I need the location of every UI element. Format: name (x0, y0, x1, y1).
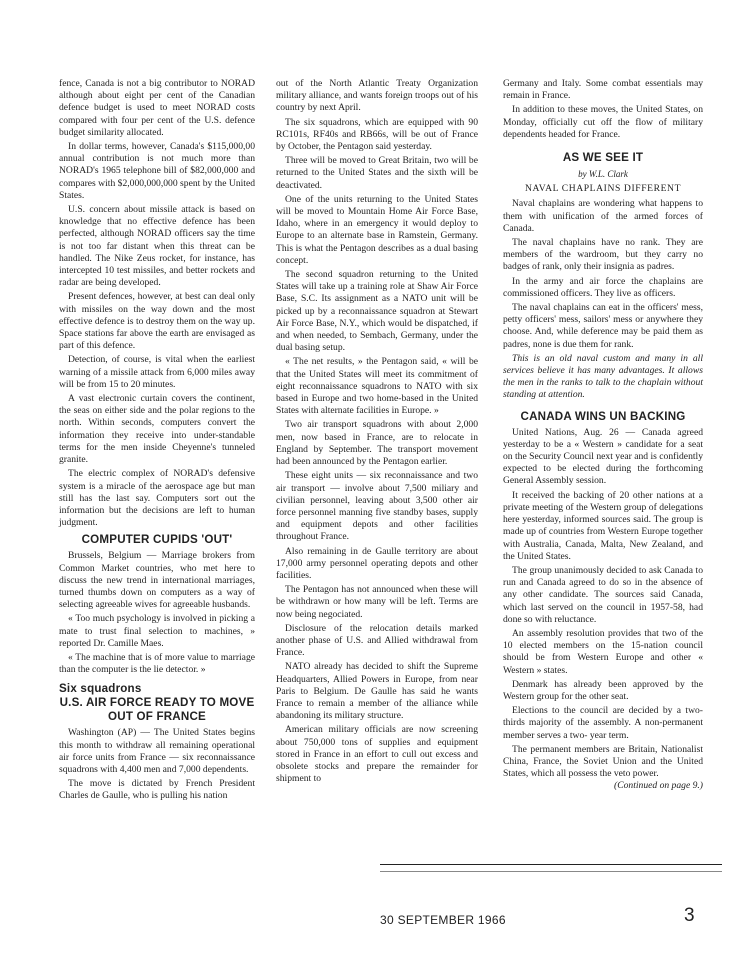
paragraph: Detection, of course, is vital when the earliest warning of a missile attack from 6,000 miles away will be from 15 to 20 minutes. (59, 354, 255, 390)
paragraph: A vast electronic curtain covers the continent, the seas on either side and the polar regions to the north. Within seconds, computers convert the information they receive into under-standable terms for the men inside Cheyenne's tunneled granite. (59, 393, 255, 466)
paragraph: Naval chaplains are wondering what happens to them with unification of the armed forces of Canada. (503, 198, 703, 234)
paragraph: U.S. concern about missile attack is based on knowledge that no effective defence has been perfected, although NORAD officers say the time is not too far distant when this threat can be handled. The Nike Zeus rocket, for instance, has intercepted 10 test missiles, and better rockets and radar are being developed. (59, 204, 255, 289)
paragraph: In the army and air force the chaplains are commissioned officers. They live as officers. (503, 275, 703, 299)
paragraph-text: The permanent members are Britain, Nationalist China, France, the Soviet Union and the United States, which all possess the veto power. (503, 743, 703, 780)
paragraph: American military officials are now screening about 750,000 tons of supplies and equipment stored in France in an effort to cull out excess and obsolete stocks and prepare the remainder for shipment to (276, 724, 478, 785)
paragraph: The electric complex of NORAD's defensive system is a miracle of the aerospace age but man still has the last say. Computers sort out the information but the decisions are left to human judgment. (59, 468, 255, 529)
paragraph: The naval chaplains have no rank. They are members of the wardroom, but they carry no badges of rank, only their insignia as padres. (503, 237, 703, 273)
column-1 (59, 78, 255, 805)
kicker-six-squadrons: Six squadrons (59, 682, 142, 696)
footer-rule (380, 864, 722, 865)
subheadline-naval-chaplains: NAVAL CHAPLAINS DIFFERENT (524, 183, 682, 195)
headline-computer-cupids: COMPUTER CUPIDS 'OUT' (81, 533, 233, 547)
headline-canada-un: CANADA WINS UN BACKING (520, 409, 686, 423)
paragraph: Washington (AP) — The United States begins this month to withdraw all remaining operational air force units from France — six reconnaissance squadrons with 4,400 men and 7,000 dependents. (59, 727, 255, 775)
paragraph: Also remaining in de Gaulle territory are about 17,000 army personnel operating depots and other facilities. (276, 545, 478, 581)
paragraph: Elections to the council are decided by a two-thirds majority of the assembly. A non-permanent member serves a two- year term. (503, 705, 703, 741)
paragraph: The six squadrons, which are equipped with 90 RC101s, RF40s and RB66s, will be out of France by October, the Pentagon said yesterday. (276, 116, 478, 153)
paragraph: Germany and Italy. Some combat essentials may remain in France. (503, 78, 703, 102)
paragraph: out of the North Atlantic Treaty Organization military alliance, and wants foreign troops out of his country by next April. (276, 78, 478, 114)
paragraph: An assembly resolution provides that two of the 10 elected members on the 15-nation council should be from Western Europe and other « Western » states. (503, 627, 703, 676)
paragraph: Brussels, Belgium — Marriage brokers from Common Market countries, who met here to discuss the new trend in international marriages, turned thumbs down on computers as a way of selecting agreeable wives for agreeable husbands. (59, 550, 255, 611)
paragraph: It received the backing of 20 other nations at a private meeting of the Western group of delegations here yesterday, informed sources said. The group is made up of countries from Western Europe together with Australia, Canada, Malta, New Zealand, and the United States. (503, 489, 703, 562)
byline: by W.L. Clark (578, 169, 628, 180)
paragraph: « Too much psychology is involved in picking a mate to trust final selection to machines, » reported Dr. Camille Maes. (59, 613, 255, 649)
footer-rule-thin (380, 871, 722, 872)
paragraph (503, 743, 703, 792)
paragraph: Three will be moved to Great Britain, two will be returned to the United States and the sixth will be deactivated. (276, 155, 478, 191)
paragraph: The move is dictated by French President Charles de Gaulle, who is pulling his nation (59, 778, 255, 802)
paragraph: Denmark has already been approved by the Western group for the other seat. (503, 678, 703, 702)
paragraph: These eight units — six reconnaissance and two air transport — involve about 7,500 miliary and civilian personnel, leaving about 3,500 other air force personnel manning five standby bases, supply and equipment depots and other facilities throughout France. (276, 470, 478, 543)
paragraph: fence, Canada is not a big contributor to NORAD although about eight per cent of the Canadian defence budget is used to meet NORAD costs compared with four per cent of the U.S. defence budget similarity allocated. (59, 78, 255, 138)
paragraph: The naval chaplains can eat in the officers' mess, petty officers' mess, sailors' mess or anywhere they choose. And, while deference may be paid them as padres, none is due them for rank. (503, 302, 703, 350)
paragraph: « The net results, » the Pentagon said, « will be that the United States will meet its commitment of eight reconnaissance squadrons to NATO with six based in Europe and two home-based in the United States with alternate facilities in Europe. » (276, 356, 478, 417)
paragraph: The second squadron returning to the United States will take up a training role at Shaw Air Force Base, S.C. Its assignment as a NATO unit will be picked up by a reconnaissance squadron at Stewart Air Force Base, N.Y., which would be dispatched, if and when needed, to Sembach, Germany, under the dual basing setup. (276, 269, 478, 354)
headline-air-force: U.S. AIR FORCE READY TO MOVE OUT OF FRANCE (59, 696, 255, 724)
paragraph: « The machine that is of more value to marriage than the computer is the lie detector. » (59, 651, 255, 676)
paragraph: Two air transport squadrons with about 2,000 men, now based in France, are to relocate in England by September. The transport movement had been announced by the Pentagon earlier. (276, 419, 478, 468)
paragraph: One of the units returning to the United States will be moved to Mountain Home Air Force Base, Idaho, where in an emergency it would deploy to Europe to an alternate base in Ramstein, Germany. This is what the Pentagon describes as a dual basing concept. (276, 193, 478, 266)
paragraph: The group unanimously decided to ask Canada to run and Canada agreed to do so in the absence of any other candidate. The sources said Canada, which last served on the council in 1957-58, had done so with reluctance. (503, 564, 703, 625)
page-number: 3 (684, 905, 695, 926)
italic-note: This is an old naval custom and many in all services believe it has many advantages. It allows the men in the ranks to talk to the chaplain without standing at attention. (503, 352, 703, 401)
continued-note: (Continued on page 9.) (614, 780, 703, 792)
paragraph: United Nations, Aug. 26 — Canada agreed yesterday to be a « Western » candidate for a seat on the Security Council next year and is confidently expected to be elected during the forthcoming General Assembly session. (503, 426, 703, 487)
paragraph: NATO already has decided to shift the Supreme Headquarters, Allied Powers in Europe, from near Paris to Belgium. De Gaulle has said he wants France to remain a member of the alliance while abandoning its military structure. (276, 661, 478, 722)
column-3 (503, 78, 703, 793)
paragraph: Present defences, however, at best can deal only with missiles on the way down and the most effective defence is to destroy them on the way up. Space stations far above the earth are envisaged as part of this defence. (59, 291, 255, 352)
paragraph: Disclosure of the relocation details marked another phase of U.S. and Allied withdrawal from France. (276, 622, 478, 659)
column-2 (276, 78, 478, 787)
paragraph: In dollar terms, however, Canada's $115,000,00 annual contribution is not much more than NORAD's 1965 telephone bill of $82,000,000 and compares with $2,000,000,000 spent by the United States. (59, 141, 255, 201)
paragraph: In addition to these moves, the United States, on Monday, officially cut off the flow of military dependents headed for France. (503, 104, 703, 140)
headline-as-we-see-it: AS WE SEE IT (562, 151, 644, 165)
paragraph: The Pentagon has not announced when these will be withdrawn or how many will be left. Terms are now being negociated. (276, 584, 478, 620)
issue-date: 30 SEPTEMBER 1966 (380, 913, 506, 927)
